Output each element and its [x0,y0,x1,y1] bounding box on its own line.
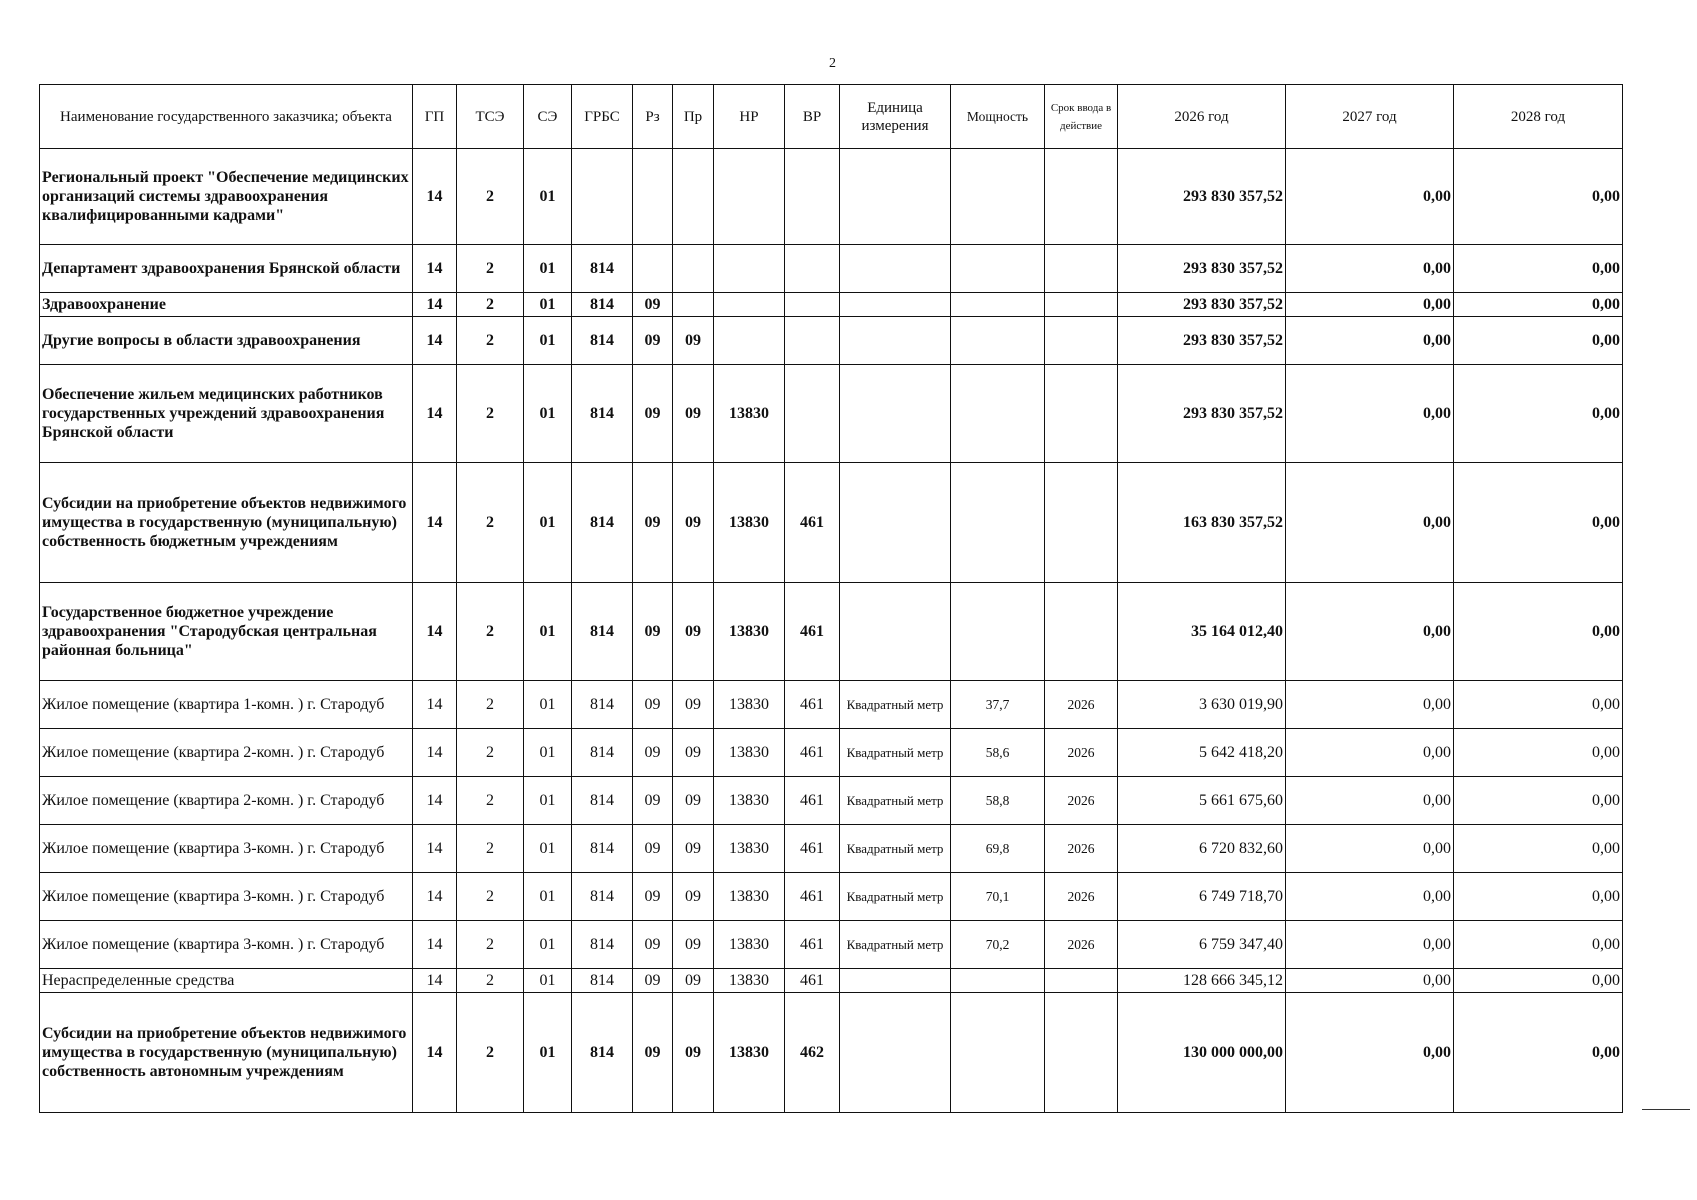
table-row [40,583,1623,681]
cell-rz: 09 [633,729,673,777]
cell-deadline [1045,583,1118,681]
cell-nr: 13830 [714,825,785,873]
cell-rz: 09 [633,293,673,317]
cell-y2026: 293 830 357,52 [1118,245,1286,293]
cell-name: Жилое помещение (квартира 3-комн. ) г. Стародуб [40,873,413,921]
cell-name: Жилое помещение (квартира 2-комн. ) г. Стародуб [40,777,413,825]
cell-gp: 14 [413,583,457,681]
cell-grbs: 814 [572,993,633,1113]
cell-rz: 09 [633,921,673,969]
cell-grbs: 814 [572,969,633,993]
cell-pr [673,293,714,317]
cell-tse: 2 [457,681,524,729]
cell-pr: 09 [673,583,714,681]
cell-unit [840,969,951,993]
cell-se: 01 [524,149,572,245]
cell-y2026: 293 830 357,52 [1118,149,1286,245]
cell-grbs: 814 [572,365,633,463]
cell-nr: 13830 [714,969,785,993]
cell-nr: 13830 [714,729,785,777]
cell-deadline [1045,365,1118,463]
cell-rz [633,149,673,245]
cell-vr [785,245,840,293]
cell-se: 01 [524,729,572,777]
cell-tse: 2 [457,463,524,583]
cell-tse: 2 [457,245,524,293]
cell-nr: 13830 [714,993,785,1113]
cell-y2027: 0,00 [1286,463,1454,583]
cell-unit: Квадратный метр [840,777,951,825]
cell-pr: 09 [673,777,714,825]
cell-power: 69,8 [951,825,1045,873]
cell-deadline: 2026 [1045,921,1118,969]
cell-power [951,293,1045,317]
cell-grbs: 814 [572,463,633,583]
cell-gp: 14 [413,245,457,293]
cell-y2026: 293 830 357,52 [1118,365,1286,463]
cell-gp: 14 [413,317,457,365]
cell-y2026: 6 749 718,70 [1118,873,1286,921]
cell-grbs: 814 [572,825,633,873]
margin-line [1642,1109,1690,1110]
cell-y2028: 0,00 [1454,681,1623,729]
cell-deadline [1045,463,1118,583]
cell-y2028: 0,00 [1454,993,1623,1113]
col-header-2026: 2026 год [1118,85,1286,149]
cell-power [951,365,1045,463]
col-header-se: СЭ [524,85,572,149]
cell-rz: 09 [633,825,673,873]
cell-pr: 09 [673,317,714,365]
cell-y2027: 0,00 [1286,825,1454,873]
cell-power [951,583,1045,681]
cell-rz: 09 [633,317,673,365]
cell-pr: 09 [673,825,714,873]
col-header-unit: Единица измерения [840,85,951,149]
table-row [40,873,1623,921]
cell-rz: 09 [633,993,673,1113]
cell-y2027: 0,00 [1286,681,1454,729]
cell-y2026: 6 720 832,60 [1118,825,1286,873]
cell-y2028: 0,00 [1454,873,1623,921]
cell-unit: Квадратный метр [840,825,951,873]
cell-name: Департамент здравоохранения Брянской области [40,245,413,293]
cell-se: 01 [524,583,572,681]
cell-se: 01 [524,777,572,825]
cell-y2027: 0,00 [1286,317,1454,365]
cell-gp: 14 [413,993,457,1113]
cell-nr [714,149,785,245]
cell-name: Нераспределенные средства [40,969,413,993]
cell-nr: 13830 [714,681,785,729]
cell-unit [840,317,951,365]
cell-unit [840,293,951,317]
cell-unit: Квадратный метр [840,729,951,777]
cell-y2028: 0,00 [1454,583,1623,681]
cell-grbs: 814 [572,583,633,681]
cell-y2026: 6 759 347,40 [1118,921,1286,969]
cell-y2028: 0,00 [1454,149,1623,245]
cell-y2026: 5 642 418,20 [1118,729,1286,777]
cell-power: 70,1 [951,873,1045,921]
cell-nr: 13830 [714,365,785,463]
cell-vr [785,317,840,365]
cell-rz: 09 [633,365,673,463]
col-header-2028: 2028 год [1454,85,1623,149]
cell-y2026: 35 164 012,40 [1118,583,1286,681]
cell-tse: 2 [457,293,524,317]
cell-name: Субсидии на приобретение объектов недвижимого имущества в государственную (муниципальную) собственность автономным учреждениям [40,993,413,1113]
cell-y2028: 0,00 [1454,921,1623,969]
cell-y2026: 5 661 675,60 [1118,777,1286,825]
cell-power [951,993,1045,1113]
cell-vr: 461 [785,777,840,825]
cell-unit [840,149,951,245]
table-row [40,993,1623,1113]
cell-y2027: 0,00 [1286,293,1454,317]
cell-deadline: 2026 [1045,825,1118,873]
cell-se: 01 [524,993,572,1113]
cell-power: 58,8 [951,777,1045,825]
cell-rz: 09 [633,969,673,993]
cell-rz: 09 [633,681,673,729]
cell-pr [673,149,714,245]
cell-se: 01 [524,463,572,583]
cell-gp: 14 [413,969,457,993]
cell-gp: 14 [413,365,457,463]
cell-vr: 461 [785,873,840,921]
cell-se: 01 [524,365,572,463]
table-row [40,729,1623,777]
cell-power [951,463,1045,583]
cell-unit: Квадратный метр [840,873,951,921]
cell-tse: 2 [457,993,524,1113]
col-header-nr: НР [714,85,785,149]
table-row [40,149,1623,245]
table-row [40,293,1623,317]
cell-y2027: 0,00 [1286,583,1454,681]
cell-name: Жилое помещение (квартира 1-комн. ) г. Стародуб [40,681,413,729]
cell-y2026: 293 830 357,52 [1118,293,1286,317]
cell-gp: 14 [413,873,457,921]
cell-nr: 13830 [714,583,785,681]
cell-y2026: 163 830 357,52 [1118,463,1286,583]
cell-y2027: 0,00 [1286,969,1454,993]
cell-power: 37,7 [951,681,1045,729]
col-header-deadline: Срок ввода в действие [1045,85,1118,149]
col-header-vr: ВР [785,85,840,149]
cell-deadline: 2026 [1045,729,1118,777]
cell-power: 58,6 [951,729,1045,777]
cell-y2026: 293 830 357,52 [1118,317,1286,365]
cell-vr: 461 [785,969,840,993]
cell-gp: 14 [413,777,457,825]
cell-y2028: 0,00 [1454,777,1623,825]
cell-gp: 14 [413,729,457,777]
table-row [40,921,1623,969]
cell-y2027: 0,00 [1286,729,1454,777]
cell-vr: 461 [785,463,840,583]
cell-gp: 14 [413,463,457,583]
cell-y2027: 0,00 [1286,993,1454,1113]
cell-y2027: 0,00 [1286,149,1454,245]
cell-tse: 2 [457,583,524,681]
cell-vr: 461 [785,583,840,681]
cell-y2028: 0,00 [1454,317,1623,365]
cell-y2027: 0,00 [1286,921,1454,969]
cell-y2027: 0,00 [1286,365,1454,463]
cell-name: Государственное бюджетное учреждение здравоохранения "Стародубская центральная районная больница" [40,583,413,681]
cell-y2028: 0,00 [1454,969,1623,993]
cell-tse: 2 [457,777,524,825]
cell-se: 01 [524,921,572,969]
cell-name: Другие вопросы в области здравоохранения [40,317,413,365]
cell-name: Региональный проект "Обеспечение медицинских организаций системы здравоохранения квалифицированными кадрами" [40,149,413,245]
table-row [40,317,1623,365]
col-header-power: Мощность [951,85,1045,149]
cell-deadline [1045,149,1118,245]
budget-table [39,84,1623,1113]
cell-se: 01 [524,245,572,293]
cell-rz [633,245,673,293]
table-row [40,969,1623,993]
cell-grbs [572,149,633,245]
cell-nr [714,245,785,293]
cell-name: Жилое помещение (квартира 3-комн. ) г. Стародуб [40,825,413,873]
cell-power: 70,2 [951,921,1045,969]
cell-nr [714,317,785,365]
cell-grbs: 814 [572,921,633,969]
cell-unit [840,463,951,583]
cell-pr: 09 [673,969,714,993]
cell-unit [840,365,951,463]
cell-y2026: 128 666 345,12 [1118,969,1286,993]
cell-se: 01 [524,317,572,365]
cell-vr [785,365,840,463]
cell-pr: 09 [673,365,714,463]
cell-power [951,317,1045,365]
cell-pr: 09 [673,921,714,969]
cell-gp: 14 [413,681,457,729]
cell-tse: 2 [457,149,524,245]
table-row [40,825,1623,873]
cell-vr: 461 [785,921,840,969]
cell-pr: 09 [673,681,714,729]
cell-tse: 2 [457,969,524,993]
cell-unit [840,245,951,293]
cell-tse: 2 [457,365,524,463]
cell-pr [673,245,714,293]
cell-y2027: 0,00 [1286,873,1454,921]
cell-deadline [1045,969,1118,993]
col-header-rz: Рз [633,85,673,149]
table-header-row [40,85,1623,149]
cell-nr [714,293,785,317]
table-row [40,245,1623,293]
cell-se: 01 [524,873,572,921]
cell-unit [840,993,951,1113]
cell-y2027: 0,00 [1286,777,1454,825]
cell-gp: 14 [413,921,457,969]
cell-deadline: 2026 [1045,873,1118,921]
cell-rz: 09 [633,777,673,825]
cell-deadline: 2026 [1045,681,1118,729]
cell-name: Жилое помещение (квартира 3-комн. ) г. Стародуб [40,921,413,969]
cell-tse: 2 [457,921,524,969]
cell-rz: 09 [633,583,673,681]
cell-y2028: 0,00 [1454,463,1623,583]
cell-y2028: 0,00 [1454,365,1623,463]
cell-grbs: 814 [572,873,633,921]
cell-tse: 2 [457,729,524,777]
col-header-grbs: ГРБС [572,85,633,149]
col-header-gp: ГП [413,85,457,149]
cell-vr: 461 [785,729,840,777]
table-row [40,681,1623,729]
cell-y2027: 0,00 [1286,245,1454,293]
cell-power [951,149,1045,245]
cell-y2028: 0,00 [1454,729,1623,777]
cell-name: Субсидии на приобретение объектов недвижимого имущества в государственную (муниципальную) собственность бюджетным учреждениям [40,463,413,583]
cell-grbs: 814 [572,317,633,365]
cell-se: 01 [524,293,572,317]
col-header-pr: Пр [673,85,714,149]
cell-tse: 2 [457,317,524,365]
cell-vr [785,149,840,245]
cell-deadline [1045,993,1118,1113]
table-row [40,463,1623,583]
cell-y2028: 0,00 [1454,245,1623,293]
cell-grbs: 814 [572,293,633,317]
cell-y2026: 130 000 000,00 [1118,993,1286,1113]
cell-y2026: 3 630 019,90 [1118,681,1286,729]
cell-se: 01 [524,681,572,729]
page-number: 2 [829,56,836,71]
cell-tse: 2 [457,873,524,921]
cell-vr: 461 [785,681,840,729]
cell-pr: 09 [673,993,714,1113]
col-header-2027: 2027 год [1286,85,1454,149]
cell-grbs: 814 [572,777,633,825]
cell-gp: 14 [413,293,457,317]
cell-deadline: 2026 [1045,777,1118,825]
cell-y2028: 0,00 [1454,293,1623,317]
cell-nr: 13830 [714,777,785,825]
cell-se: 01 [524,825,572,873]
cell-pr: 09 [673,463,714,583]
cell-grbs: 814 [572,729,633,777]
cell-rz: 09 [633,873,673,921]
cell-nr: 13830 [714,921,785,969]
cell-power [951,969,1045,993]
cell-power [951,245,1045,293]
table-row [40,777,1623,825]
cell-unit: Квадратный метр [840,921,951,969]
cell-deadline [1045,293,1118,317]
table-row [40,365,1623,463]
cell-deadline [1045,245,1118,293]
cell-se: 01 [524,969,572,993]
cell-grbs: 814 [572,681,633,729]
col-header-tse: ТСЭ [457,85,524,149]
cell-nr: 13830 [714,463,785,583]
cell-unit [840,583,951,681]
cell-vr: 462 [785,993,840,1113]
cell-name: Здравоохранение [40,293,413,317]
cell-name: Обеспечение жильем медицинских работников государственных учреждений здравоохранения Брянской области [40,365,413,463]
cell-unit: Квадратный метр [840,681,951,729]
cell-nr: 13830 [714,873,785,921]
cell-deadline [1045,317,1118,365]
cell-pr: 09 [673,729,714,777]
cell-vr [785,293,840,317]
cell-rz: 09 [633,463,673,583]
cell-y2028: 0,00 [1454,825,1623,873]
col-header-name: Наименование государственного заказчика; объекта [40,85,413,149]
cell-pr: 09 [673,873,714,921]
cell-gp: 14 [413,149,457,245]
cell-grbs: 814 [572,245,633,293]
cell-tse: 2 [457,825,524,873]
cell-name: Жилое помещение (квартира 2-комн. ) г. Стародуб [40,729,413,777]
cell-vr: 461 [785,825,840,873]
cell-gp: 14 [413,825,457,873]
